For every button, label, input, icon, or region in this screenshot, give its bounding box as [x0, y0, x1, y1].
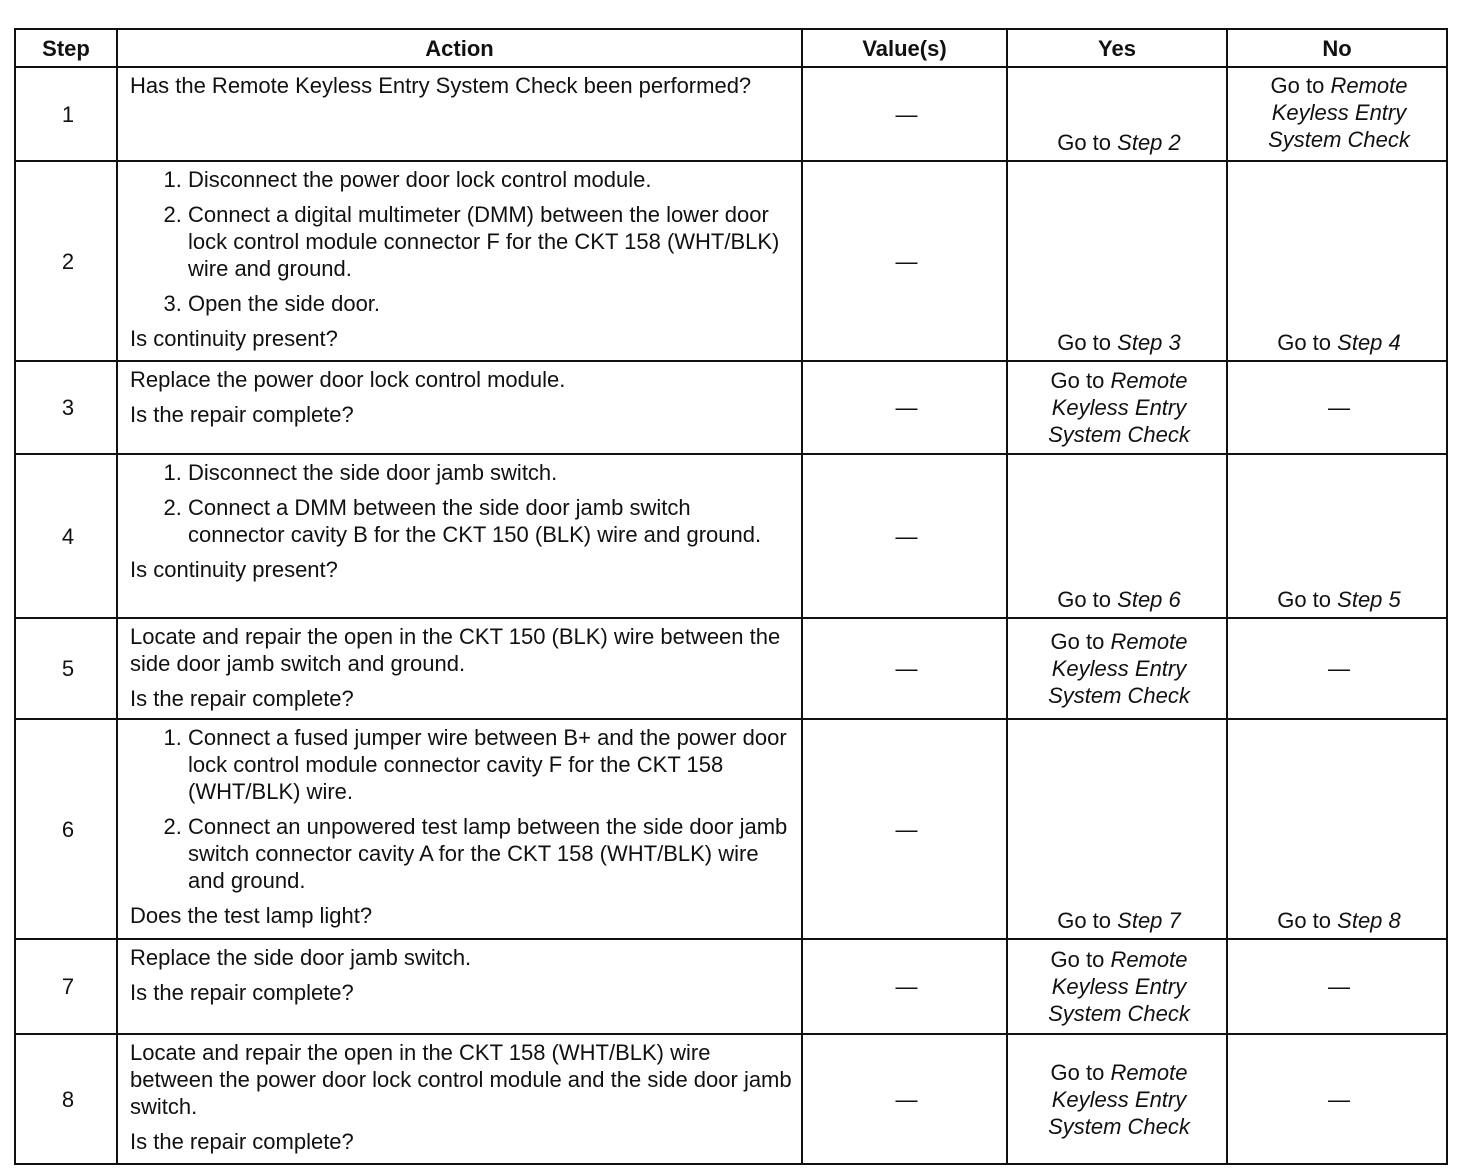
no-cell: [1227, 1034, 1447, 1164]
header-action: Action: [117, 29, 802, 67]
no-prefix: Go to: [1277, 330, 1332, 355]
action-cell: [117, 939, 802, 1034]
value-cell: —: [802, 454, 1007, 618]
no-prefix: Go to: [1270, 73, 1325, 98]
header-no: No: [1227, 29, 1447, 67]
action-step-item: [130, 813, 793, 894]
value-cell: —: [802, 161, 1007, 361]
no-prefix: Go to: [1277, 908, 1332, 933]
action-steps-list: [130, 166, 793, 317]
no-cell: [1227, 361, 1447, 454]
value-cell: —: [802, 618, 1007, 719]
table-row: [15, 361, 1447, 454]
yes-prefix: Go to: [1050, 1059, 1105, 1085]
yes-cell: [1007, 618, 1227, 719]
action-step-text: Disconnect the power door lock control module.: [188, 167, 652, 192]
header-step: Step: [15, 29, 117, 67]
table-row: [15, 618, 1447, 719]
value-cell: —: [802, 67, 1007, 161]
action-step-item: [130, 290, 793, 317]
yes-prefix: Go to: [1057, 130, 1112, 155]
no-cell: [1227, 939, 1447, 1034]
yes-target: Remote Keyless Entry System Check: [1048, 947, 1190, 1026]
header-row: [15, 29, 1447, 67]
yes-target: Remote Keyless Entry System Check: [1048, 1059, 1190, 1139]
no-cell: [1227, 454, 1447, 618]
value-cell: —: [802, 1034, 1007, 1164]
no-dash: —: [1328, 395, 1350, 420]
action-step-text: Open the side door.: [188, 291, 381, 316]
step-number: 1: [15, 67, 117, 161]
action-step-item: [130, 724, 793, 805]
action-steps-list: [130, 724, 793, 894]
yes-prefix: Go to: [1057, 908, 1112, 933]
action-step-number: 1 .: [130, 166, 188, 193]
value-cell: —: [802, 939, 1007, 1034]
action-question: Is the repair complete?: [130, 980, 354, 1005]
no-target: Step 4: [1337, 330, 1401, 355]
value-cell: —: [802, 719, 1007, 939]
yes-cell: [1007, 719, 1227, 939]
no-cell: [1227, 67, 1447, 161]
action-cell: [117, 1034, 802, 1164]
yes-prefix: Go to: [1057, 587, 1112, 612]
action-cell: [117, 361, 802, 454]
action-step-item: [130, 459, 793, 486]
no-target: Remote Keyless Entry System Check: [1268, 73, 1410, 152]
yes-target: Remote Keyless Entry System Check: [1048, 629, 1190, 708]
yes-cell: [1007, 454, 1227, 618]
step-number: 6: [15, 719, 117, 939]
action-cell: [117, 719, 802, 939]
action-question: Is the repair complete?: [130, 686, 354, 711]
table-row: [15, 939, 1447, 1034]
no-prefix: Go to: [1277, 587, 1332, 612]
action-question: Is the repair complete?: [130, 402, 354, 427]
action-step-text: Connect a digital multimeter (DMM) between the lower door lock control module connector F for the CKT 158 (WHT/BLK) wire and ground.: [188, 202, 780, 281]
diagnostic-table: [14, 28, 1448, 1165]
no-dash: —: [1328, 656, 1350, 681]
action-step-text: Connect an unpowered test lamp between the side door jamb switch connector cavity A for the CKT 158 (WHT/BLK) wire and ground.: [188, 814, 788, 893]
yes-prefix: Go to: [1057, 330, 1112, 355]
yes-target: Step 7: [1117, 908, 1181, 933]
table-row: [15, 1034, 1447, 1164]
yes-target: Step 2: [1117, 130, 1181, 155]
action-question: Is the repair complete?: [130, 1129, 354, 1154]
table-row: [15, 161, 1447, 361]
no-dash: —: [1328, 1086, 1350, 1112]
action-step-item: [130, 494, 793, 548]
action-question: Does the test lamp light?: [130, 903, 373, 928]
yes-cell: [1007, 361, 1227, 454]
table-row: [15, 719, 1447, 939]
yes-prefix: Go to: [1050, 629, 1105, 654]
action-steps-list: [130, 459, 793, 548]
action-question: Is continuity present?: [130, 557, 338, 582]
action-step-text: Connect a fused jumper wire between B+ and the power door lock control module connector cavity F for the CKT 158 (WHT/BLK) wire.: [188, 725, 787, 804]
no-target: Step 5: [1337, 587, 1401, 612]
action-cell: [117, 454, 802, 618]
yes-target: Remote Keyless Entry System Check: [1048, 368, 1190, 447]
action-step-item: [130, 166, 793, 193]
yes-target: Step 6: [1117, 587, 1181, 612]
action-text: Locate and repair the open in the CKT 158 (WHT/BLK) wire between the power door lock control module and the side door jamb switch.: [130, 1040, 792, 1119]
yes-cell: [1007, 1034, 1227, 1164]
step-number: 5: [15, 618, 117, 719]
no-cell: [1227, 161, 1447, 361]
action-cell: [117, 618, 802, 719]
action-step-number: 2 .: [130, 201, 188, 282]
action-step-number: 2 .: [130, 494, 188, 548]
action-question: Is continuity present?: [130, 326, 338, 351]
table-row: [15, 67, 1447, 161]
action-text: Replace the side door jamb switch.: [130, 945, 472, 970]
yes-target: Step 3: [1117, 330, 1181, 355]
action-text: Has the Remote Keyless Entry System Check been performed?: [130, 73, 752, 98]
header-values: Value(s): [802, 29, 1007, 67]
yes-prefix: Go to: [1050, 368, 1105, 393]
action-cell: [117, 161, 802, 361]
action-cell: [117, 67, 802, 161]
yes-cell: [1007, 939, 1227, 1034]
action-step-number: 1 .: [130, 459, 188, 486]
action-step-item: [130, 201, 793, 282]
action-step-text: Connect a DMM between the side door jamb switch connector cavity B for the CKT 150 (BLK) wire and ground.: [188, 495, 762, 547]
yes-prefix: Go to: [1050, 947, 1105, 972]
action-step-number: 3 .: [130, 290, 188, 317]
action-step-text: Disconnect the side door jamb switch.: [188, 460, 558, 485]
action-text: Replace the power door lock control module.: [130, 367, 566, 392]
step-number: 2: [15, 161, 117, 361]
yes-cell: [1007, 161, 1227, 361]
action-text: Locate and repair the open in the CKT 150 (BLK) wire between the side door jamb switch and ground.: [130, 624, 781, 676]
step-number: 7: [15, 939, 117, 1034]
yes-cell: [1007, 67, 1227, 161]
no-cell: [1227, 719, 1447, 939]
step-number: 4: [15, 454, 117, 618]
no-target: Step 8: [1337, 908, 1401, 933]
table-row: [15, 454, 1447, 618]
action-step-number: 2 .: [130, 813, 188, 894]
no-cell: [1227, 618, 1447, 719]
step-number: 3: [15, 361, 117, 454]
step-number: 8: [15, 1034, 117, 1164]
value-cell: —: [802, 361, 1007, 454]
no-dash: —: [1328, 974, 1350, 999]
header-yes: Yes: [1007, 29, 1227, 67]
action-step-number: 1 .: [130, 724, 188, 805]
